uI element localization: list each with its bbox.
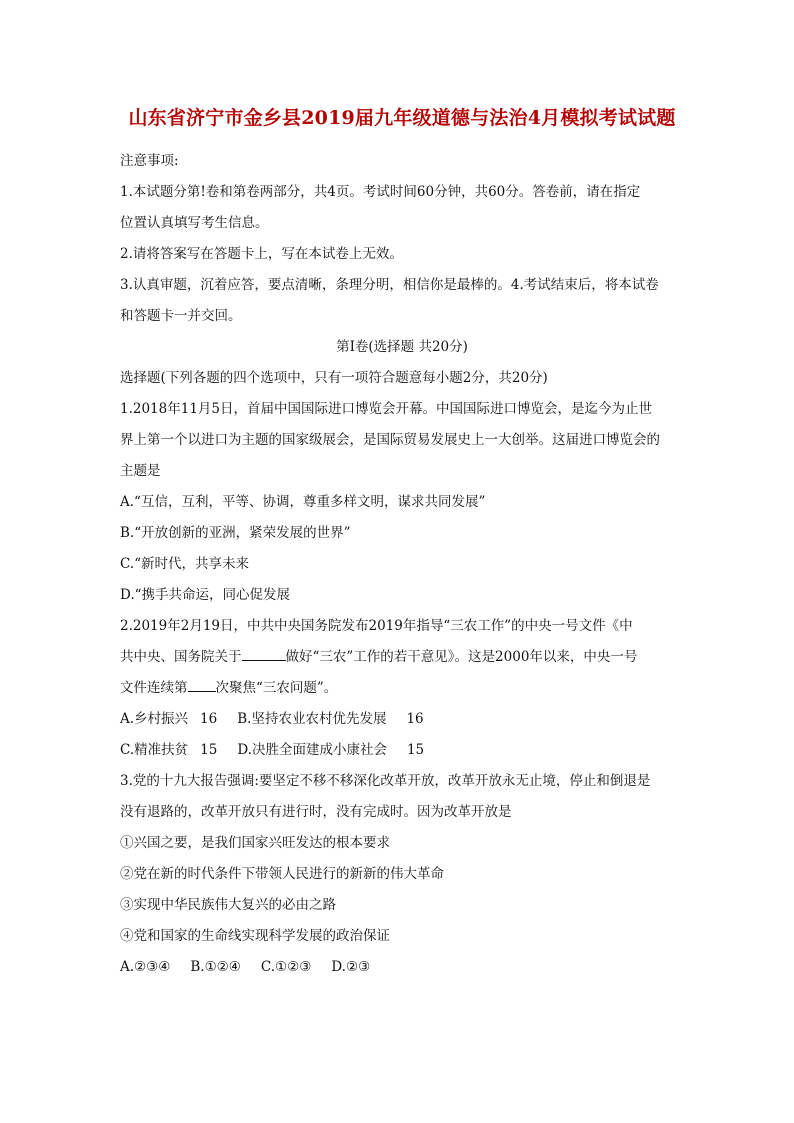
question-2-options-ab	[120, 704, 684, 735]
question-3-option-a: A.②③④	[120, 959, 171, 975]
question-3-statement-2: ②党在新的时代条件下带领人民进行的新新的伟大革命	[120, 866, 444, 882]
question-2-option-a: A.乡村振兴	[120, 711, 189, 727]
notice-item-3-line-2: 和答题卡一并交回。	[120, 308, 242, 324]
notice-item-1-line-2: 位置认真填写考生信息。	[120, 215, 269, 231]
question-2-line-1: 2.2019年2月19日，中共中央国务院发布2019年指导“三农工作”的中央一号文件《中	[120, 618, 633, 634]
question-3-statement-1: ①兴国之要，是我们国家兴旺发达的根本要求	[120, 835, 390, 851]
question-2-option-d: D.决胜全面建成小康社会	[237, 742, 387, 758]
question-2-option-a-number: 16	[200, 711, 218, 727]
question-3-statement-4: ④党和国家的生命线实现科学发展的政治保证	[120, 928, 390, 944]
question-1-option-b: B.“开放创新的亚洲，紧荣发展的世界”	[120, 525, 351, 541]
question-2-line-2-start: 共中央、国务院关于	[120, 649, 242, 665]
fill-in-blank	[242, 646, 286, 661]
question-1-line-2: 界上第一个以进口为主题的国家级展会，是国际贸易发展史上一大创举。这届进口博览会的	[120, 432, 660, 448]
notice-item-3-line-1: 3.认真审题，沉着应答，要点清晰，条理分明，相信你是最棒的。4.考试结束后，将本试卷	[120, 277, 659, 293]
notice-item-1-line-1: 1.本试题分第!卷和第卷两部分，共4页。考试时间60分钟，共60分。答卷前，请在指定	[120, 184, 641, 200]
question-3-line-1: 3.党的十九大报告强调:要坚定不移不移深化改革开放，改革开放永无止境，停止和倒退是	[120, 773, 651, 789]
question-1-option-d: D.“携手共命运，同心促发展	[120, 587, 291, 603]
question-3-line-2: 没有退路的，改革开放只有进行时，没有完成时。因为改革开放是	[120, 804, 512, 820]
document-title: 山东省济宁市金乡县2019届九年级道德与法治4月模拟考试试题	[128, 107, 676, 129]
question-3-statement-3: ③实现中华民族伟大复兴的必由之路	[120, 897, 336, 913]
question-3-option-b: B.①②④	[190, 959, 241, 975]
question-3-option-c: C.①②③	[260, 959, 312, 975]
question-2-line-3-start: 文件连续第	[120, 680, 188, 696]
question-2-options-cd	[120, 735, 684, 766]
question-3-options	[120, 952, 684, 983]
section-instruction: 选择题(下列各题的四个选项中，只有一项符合题意每小题2分，共20分)	[120, 370, 548, 386]
question-2-option-c-number: 15	[200, 742, 218, 758]
question-2-line-3-end: 次聚焦“三农问题”。	[215, 680, 338, 696]
section-heading: 第Ⅰ卷(选择题 共20分)	[336, 339, 468, 355]
fill-in-blank	[188, 677, 216, 692]
question-2-option-c: C.精准扶贫	[120, 742, 189, 758]
question-1-line-1: 1.2018年11月5日，首届中国国际进口博览会开幕。中国国际进口博览会，是迄今为止世	[120, 401, 653, 417]
question-1-option-a: A.“互信，互利，平等、协调，尊重多样文明，谋求共同发展”	[120, 494, 486, 510]
question-2-line-3	[120, 673, 684, 704]
question-2-line-2	[120, 642, 684, 673]
question-2-option-b: B.坚持农业农村优先发展	[237, 711, 387, 727]
notice-heading: 注意事项:	[120, 153, 179, 169]
question-2-option-d-number: 15	[406, 742, 425, 758]
question-2-line-2-end: 做好“三农”工作的若干意见》。这是2000年以来，中央一号	[285, 649, 638, 665]
question-1-option-c: C.“新时代，共享未来	[120, 556, 250, 572]
notice-item-2: 2.请将答案写在答题卡上，写在本试卷上无效。	[120, 246, 403, 262]
question-2-option-b-number: 16	[406, 711, 424, 727]
question-1-line-3: 主题是	[120, 463, 161, 479]
question-3-option-d: D.②③	[331, 959, 371, 975]
